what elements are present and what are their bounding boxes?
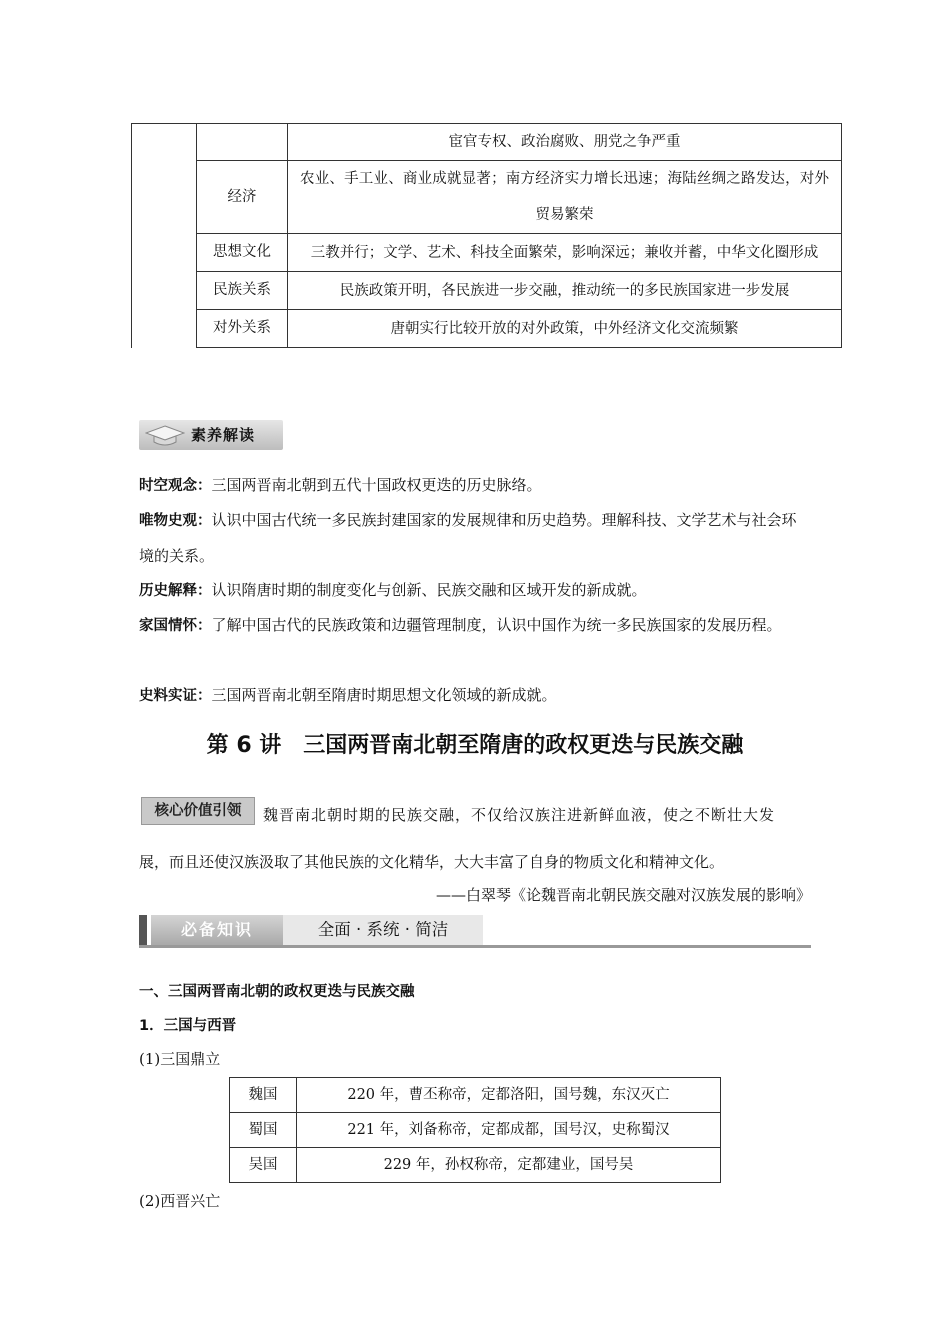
- knowledge-banner: [139, 915, 811, 947]
- table-row: [230, 1113, 721, 1148]
- literacy-item: [139, 468, 811, 504]
- table-row: [132, 310, 842, 348]
- quote-line: 魏晋南北朝时期的民族交融，不仅给汉族注进新鲜血液，使之不断壮大发: [263, 806, 776, 824]
- literacy-text: 三国两晋南北朝到五代十国政权更迭的历史脉络。: [211, 476, 542, 494]
- literacy-item: [139, 503, 811, 574]
- table-row: [132, 124, 842, 161]
- literacy-banner-label: 素养解读: [191, 426, 256, 444]
- banner-underline: [139, 945, 811, 948]
- table-category-cell: [197, 124, 288, 161]
- quote-source: ——白翠琴《论魏晋南北朝民族交融对汉族发展的影响》: [435, 886, 811, 904]
- literacy-label: 历史解释：: [139, 583, 212, 599]
- table-row: [132, 272, 842, 310]
- state-desc-cell: 220 年，曹丕称帝，定都洛阳，国号魏，东汉灭亡: [297, 1078, 721, 1113]
- section-heading: 一、三国两晋南北朝的政权更迭与民族交融: [139, 984, 415, 1000]
- state-cell: 魏国: [230, 1078, 297, 1113]
- state-cell: 蜀国: [230, 1113, 297, 1148]
- state-desc-cell: 229 年，孙权称帝，定都建业，国号吴: [297, 1148, 721, 1183]
- table-row: [230, 1078, 721, 1113]
- literacy-text: 认识隋唐时期的制度变化与创新、民族交融和区域开发的新成就。: [211, 581, 647, 599]
- literacy-label: 家国情怀：: [139, 618, 212, 634]
- sub-heading: 1．三国与西晋: [139, 1018, 237, 1034]
- literacy-text: 认识中国古代统一多民族封建国家的发展规律和历史趋势。理解科技、文学艺术与社会环境的关系。: [139, 511, 797, 565]
- table-category-cell: 思想文化: [197, 234, 288, 272]
- three-kingdoms-table: [229, 1077, 721, 1183]
- core-value-tag: 核心价值引领: [141, 797, 255, 825]
- literacy-text: 了解中国古代的民族政策和边疆管理制度，认识中国作为统一多民族国家的发展历程。: [211, 616, 782, 634]
- state-cell: 吴国: [230, 1148, 297, 1183]
- chapter-title: 第 6 讲 三国两晋南北朝至隋唐的政权更迭与民族交融: [206, 733, 744, 758]
- merged-cell: [132, 124, 197, 348]
- table-content-cell: 民族政策开明，各民族进一步交融，推动统一的多民族国家进一步发展: [288, 272, 842, 310]
- graduation-cap-icon: [145, 425, 185, 451]
- literacy-label: 唯物史观：: [139, 513, 212, 529]
- literacy-item: [139, 678, 811, 714]
- knowledge-banner-right: 全面 · 系统 · 简洁: [283, 915, 483, 945]
- literacy-label: 时空观念：: [139, 478, 212, 494]
- state-desc-cell: 221 年，刘备称帝，定都成都，国号汉，史称蜀汉: [297, 1113, 721, 1148]
- table-content-cell: 农业、手工业、商业成就显著；南方经济实力增长迅速；海陆丝绸之路发达，对外贸易繁荣: [288, 161, 842, 234]
- table-content-cell: 三教并行；文学、艺术、科技全面繁荣，影响深远；兼收并蓄，中华文化圈形成: [288, 234, 842, 272]
- knowledge-banner-left: 必备知识: [151, 915, 283, 945]
- summary-table: [131, 123, 842, 348]
- literacy-item: [139, 573, 811, 609]
- table-row: [132, 234, 842, 272]
- table-content-cell: 宦官专权、政治腐败、朋党之争严重: [288, 124, 842, 161]
- table-category-cell: 经济: [197, 161, 288, 234]
- table-row: [132, 161, 842, 234]
- table-row: [230, 1148, 721, 1183]
- table-category-cell: 民族关系: [197, 272, 288, 310]
- banner-accent: [139, 915, 147, 945]
- literacy-text: 三国两晋南北朝至隋唐时期思想文化领域的新成就。: [211, 686, 557, 704]
- literacy-banner: [139, 420, 283, 450]
- item-heading: (1)三国鼎立: [139, 1050, 221, 1068]
- literacy-item: [139, 608, 811, 644]
- literacy-label: 史料实证：: [139, 688, 212, 704]
- table-category-cell: 对外关系: [197, 310, 288, 348]
- quote-line: 展，而且还使汉族汲取了其他民族的文化精华，大大丰富了自身的物质文化和精神文化。: [139, 853, 725, 871]
- table-content-cell: 唐朝实行比较开放的对外政策，中外经济文化交流频繁: [288, 310, 842, 348]
- item-heading: (2)西晋兴亡: [139, 1192, 221, 1210]
